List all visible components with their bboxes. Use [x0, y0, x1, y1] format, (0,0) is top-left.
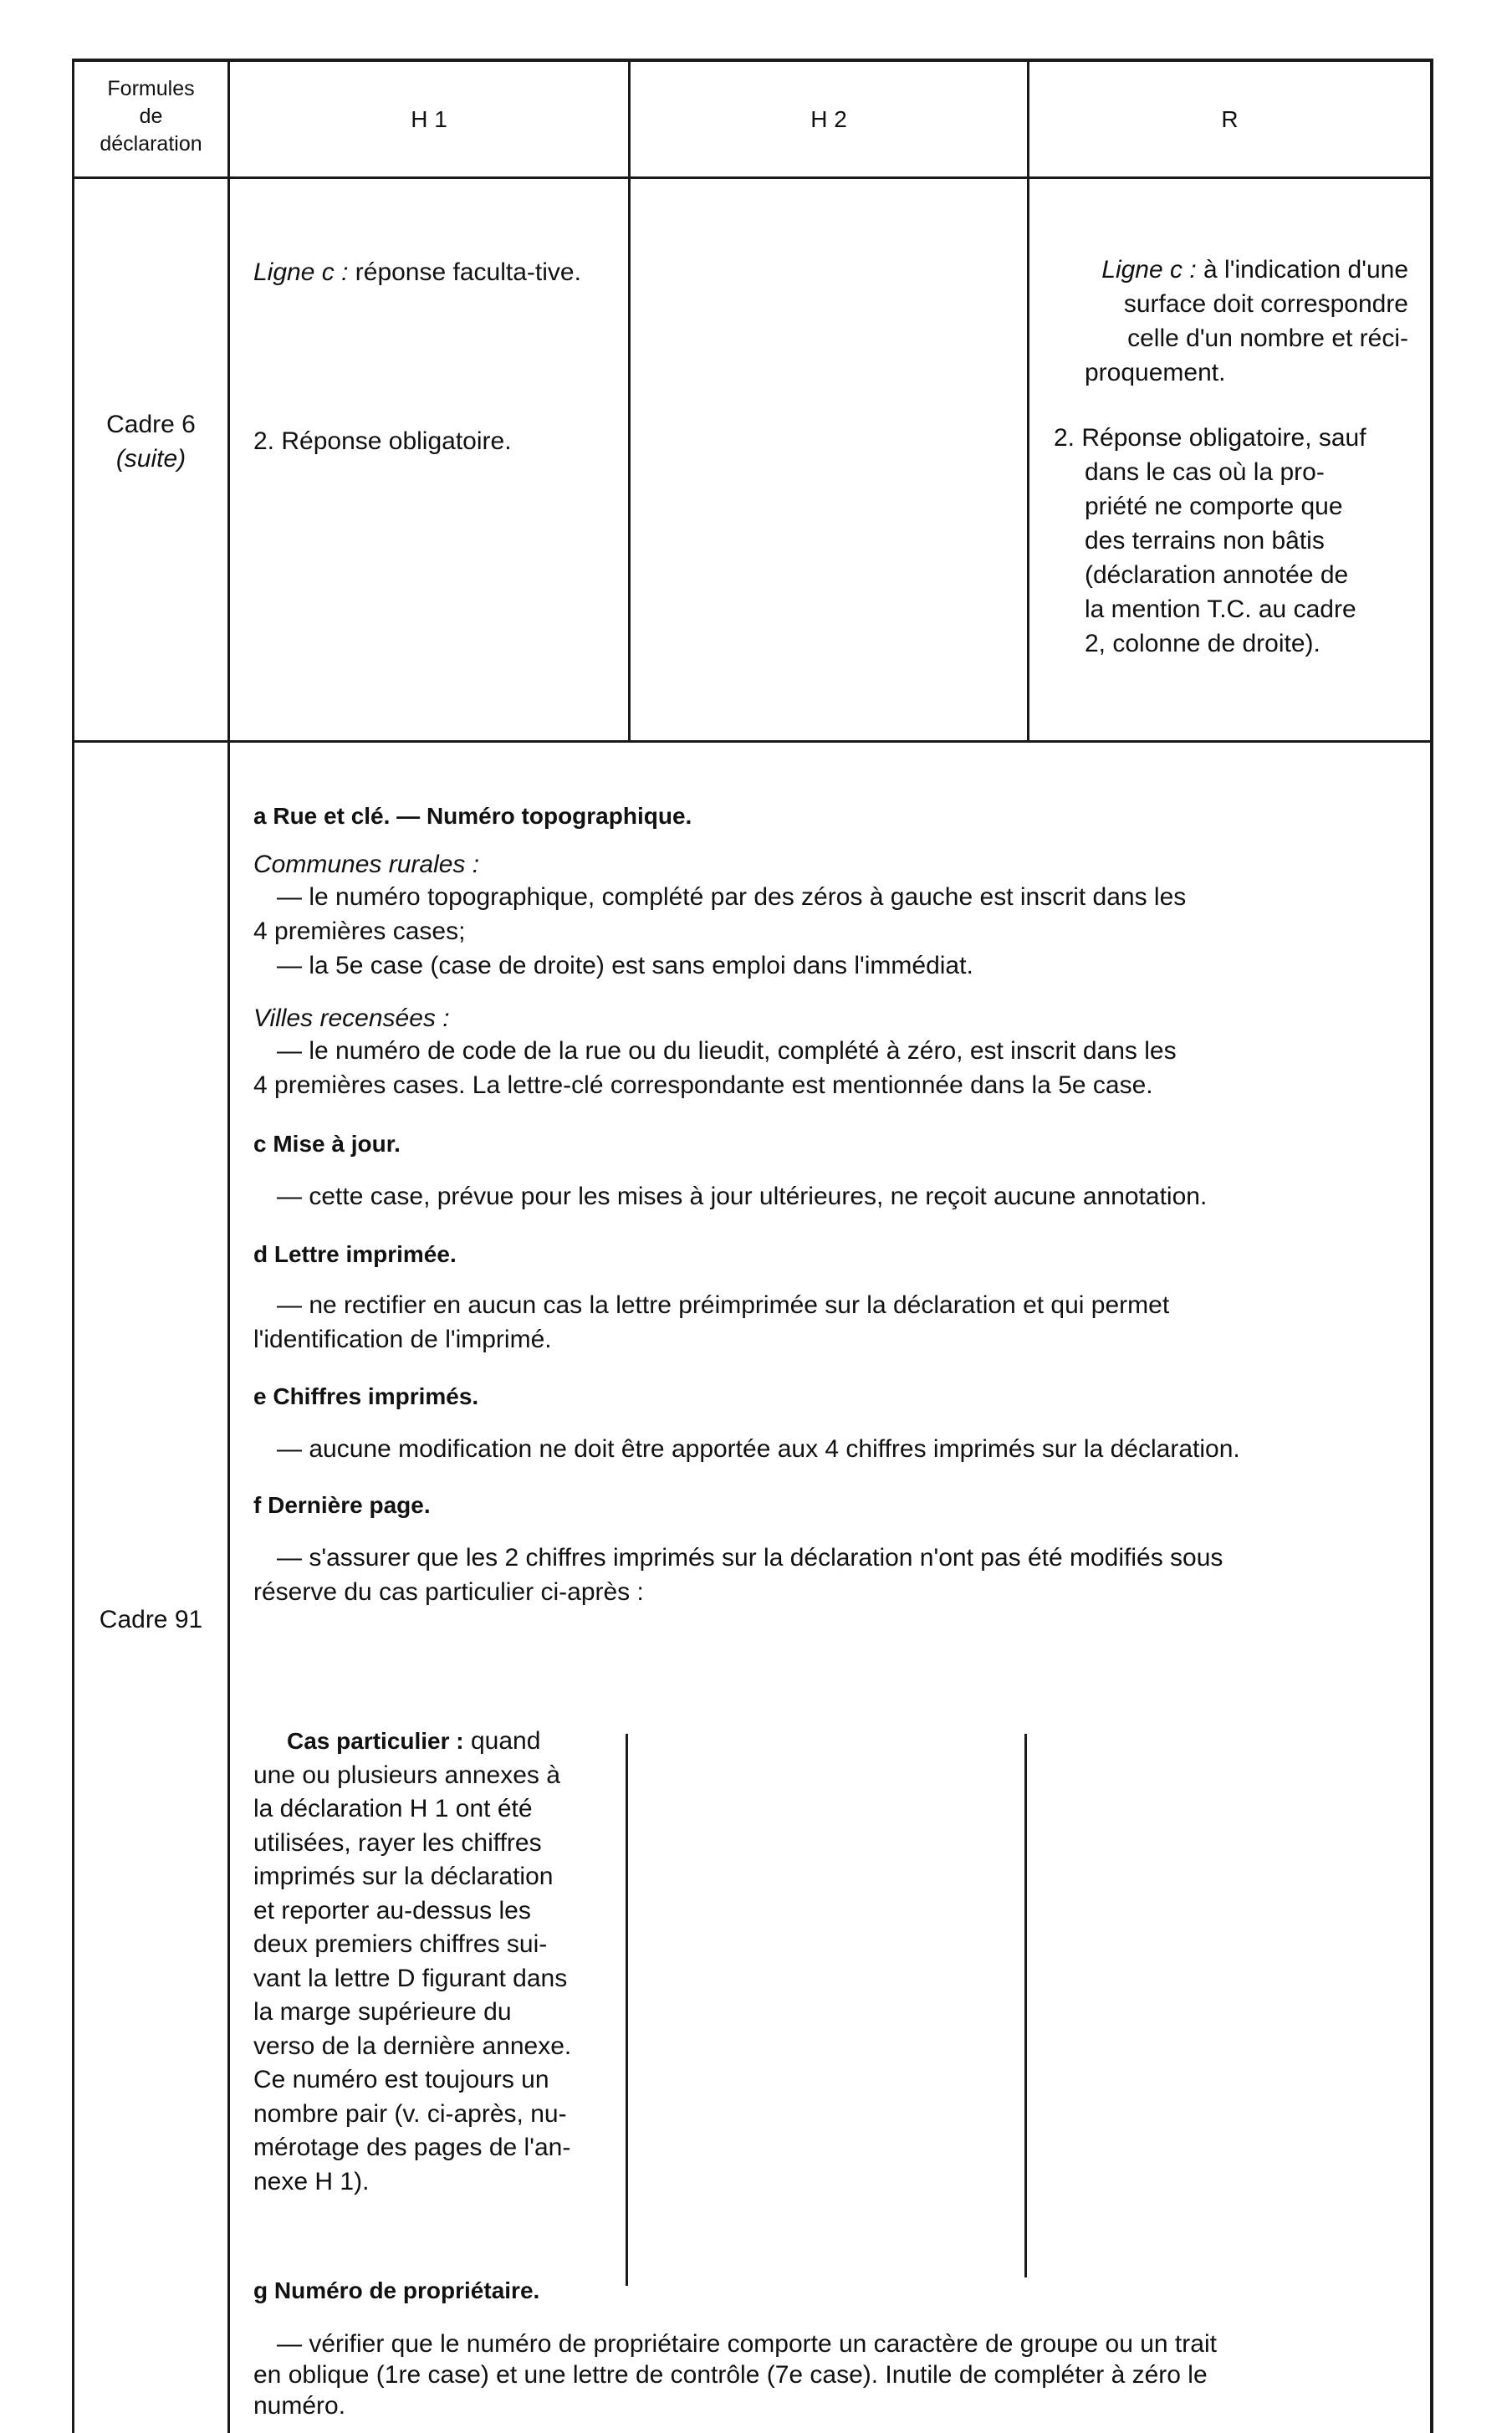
section-c-title: c Mise à jour.: [253, 1131, 401, 1157]
header-bottom-border: [72, 176, 1433, 179]
header-formules-line1: Formules: [107, 77, 195, 100]
row1-r-item2-line4: des terrains non bâtis: [1085, 527, 1325, 555]
section-d-text-a: — ne rectifier en aucun cas la lettre préimprimée sur la déclaration et qui permet: [277, 1291, 1170, 1319]
row1-label-line2: (suite): [115, 445, 186, 473]
cas-particulier: [253, 1725, 605, 2199]
section-f-text-a: — s'assurer que les 2 chiffres imprimés sur la déclaration n'ont pas été modifiés sous: [277, 1544, 1223, 1572]
section-e-text: — aucune modification ne doit être apportée aux 4 chiffres imprimés sur la déclaration.: [277, 1435, 1240, 1463]
section-a-communes-1a: — le numéro topographique, complété par des zéros à gauche est inscrit dans les: [277, 883, 1187, 911]
col2-divider: [1027, 59, 1029, 743]
cas-line-11: nombre pair (v. ci-après, nu-: [253, 2099, 567, 2128]
cas-particulier-label: Cas particulier :: [287, 1728, 464, 1754]
section-a-communes-1b: 4 premières cases;: [253, 917, 466, 945]
row1-r-ligne-label: Ligne c :: [1101, 256, 1197, 284]
cas-divider-2: [1024, 1734, 1027, 2277]
header-r: R: [1221, 106, 1239, 132]
row1-r-item2-line7: 2, colonne de droite).: [1085, 630, 1320, 657]
section-g-text-b: en oblique (1re case) et une lettre de contrôle (7e case). Inutile de compléter à zéro le: [253, 2361, 1208, 2389]
table-top-border: [72, 59, 1433, 62]
row1-r-item2-line3: priété ne comporte que: [1085, 493, 1343, 520]
row1-r-item2-line5: (déclaration annotée de: [1085, 561, 1349, 589]
row1-r-item2-line2: dans le cas où la pro-: [1085, 458, 1325, 486]
cas-line-13: nexe H 1).: [253, 2167, 370, 2195]
header-h2: H 2: [810, 106, 847, 132]
cas-line-9: verso de la dernière annexe.: [253, 2032, 572, 2060]
row1-label: [74, 407, 227, 476]
section-a-title: a Rue et clé. — Numéro topographique.: [253, 803, 692, 829]
cas-line-0: quand: [470, 1727, 541, 1755]
cas-line-3: utilisées, rayer les chiffres: [253, 1828, 542, 1857]
row1-bottom-border: [72, 740, 1433, 743]
header-formules: [74, 75, 227, 158]
cas-line-1: une ou plusieurs annexes à: [253, 1761, 560, 1789]
table-right-border: [1430, 59, 1433, 2433]
row2-body: [253, 799, 1407, 1609]
row1-r-ligne: [1045, 253, 1408, 390]
col0-divider: [227, 59, 230, 2433]
row1-r-item2: [1054, 421, 1408, 661]
row1-r-item2-line6: la mention T.C. au cadre: [1085, 595, 1356, 623]
section-g: [253, 2273, 1407, 2423]
section-g-title: g Numéro de propriétaire.: [253, 2277, 540, 2303]
cas-line-2: la déclaration H 1 ont été: [253, 1795, 533, 1822]
row1-h1-item2: 2. Réponse obligatoire.: [253, 427, 512, 455]
cas-line-7: vant la lettre D figurant dans: [253, 1964, 568, 1992]
col1-divider: [628, 59, 631, 743]
section-c-text: — cette case, prévue pour les mises à jour ultérieures, ne reçoit aucune annotation.: [277, 1183, 1208, 1210]
section-d-text-b: l'identification de l'imprimé.: [253, 1326, 552, 1353]
section-g-text-c: numéro.: [253, 2392, 346, 2420]
cas-line-8: la marge supérieure du: [253, 1998, 512, 2026]
row1-r-ligne-line1: à l'indication d'une: [1203, 256, 1408, 284]
cas-line-5: et reporter au-dessus les: [253, 1896, 531, 1924]
row2-label: Cadre 91: [99, 1606, 203, 1633]
section-f-title: f Dernière page.: [253, 1492, 431, 1518]
section-e-title: e Chiffres imprimés.: [253, 1383, 479, 1409]
cas-line-12: mérotage des pages de l'an-: [253, 2134, 571, 2161]
section-a-communes-label: Communes rurales :: [253, 851, 480, 878]
row1-h1-ligne-label: Ligne c :: [253, 258, 349, 286]
section-a-villes-1a: — le numéro de code de la rue ou du lieudit, complété à zéro, est inscrit dans les: [277, 1037, 1177, 1065]
row1-h1-ligne: [253, 255, 609, 289]
section-d-title: d Lettre imprimée.: [253, 1241, 457, 1267]
row1-r-ligne-line3: celle d'un nombre et réci-: [1127, 325, 1408, 352]
section-a-communes-2: — la 5e case (case de droite) est sans emploi dans l'immédiat.: [277, 952, 973, 979]
section-a-villes-label: Villes recensées :: [253, 1004, 450, 1032]
cas-line-6: deux premiers chiffres sui-: [253, 1930, 548, 1958]
header-formules-line2: de: [139, 105, 163, 128]
row1-r-item2-line1: 2. Réponse obligatoire, sauf: [1054, 424, 1366, 452]
header-h1: H 1: [411, 106, 447, 132]
row1-h1-ligne-text: réponse faculta-tive.: [355, 258, 581, 286]
header-formules-line3: déclaration: [100, 132, 202, 156]
row1-label-line1: Cadre 6: [106, 411, 196, 438]
section-g-text-a: — vérifier que le numéro de propriétaire comporte un caractère de groupe ou un trait: [277, 2330, 1217, 2358]
cas-line-10: Ce numéro est toujours un: [253, 2066, 549, 2093]
row1-r-ligne-line4: proquement.: [1085, 359, 1226, 386]
section-f-text-b: réserve du cas particulier ci-après :: [253, 1578, 644, 1606]
cas-line-4: imprimés sur la déclaration: [253, 1863, 554, 1890]
section-a-villes-1b: 4 premières cases. La lettre-clé correspondante est mentionnée dans la 5e case.: [253, 1071, 1153, 1099]
cas-divider-1: [626, 1734, 628, 2286]
row1-r-ligne-line2: surface doit correspondre: [1123, 290, 1408, 318]
